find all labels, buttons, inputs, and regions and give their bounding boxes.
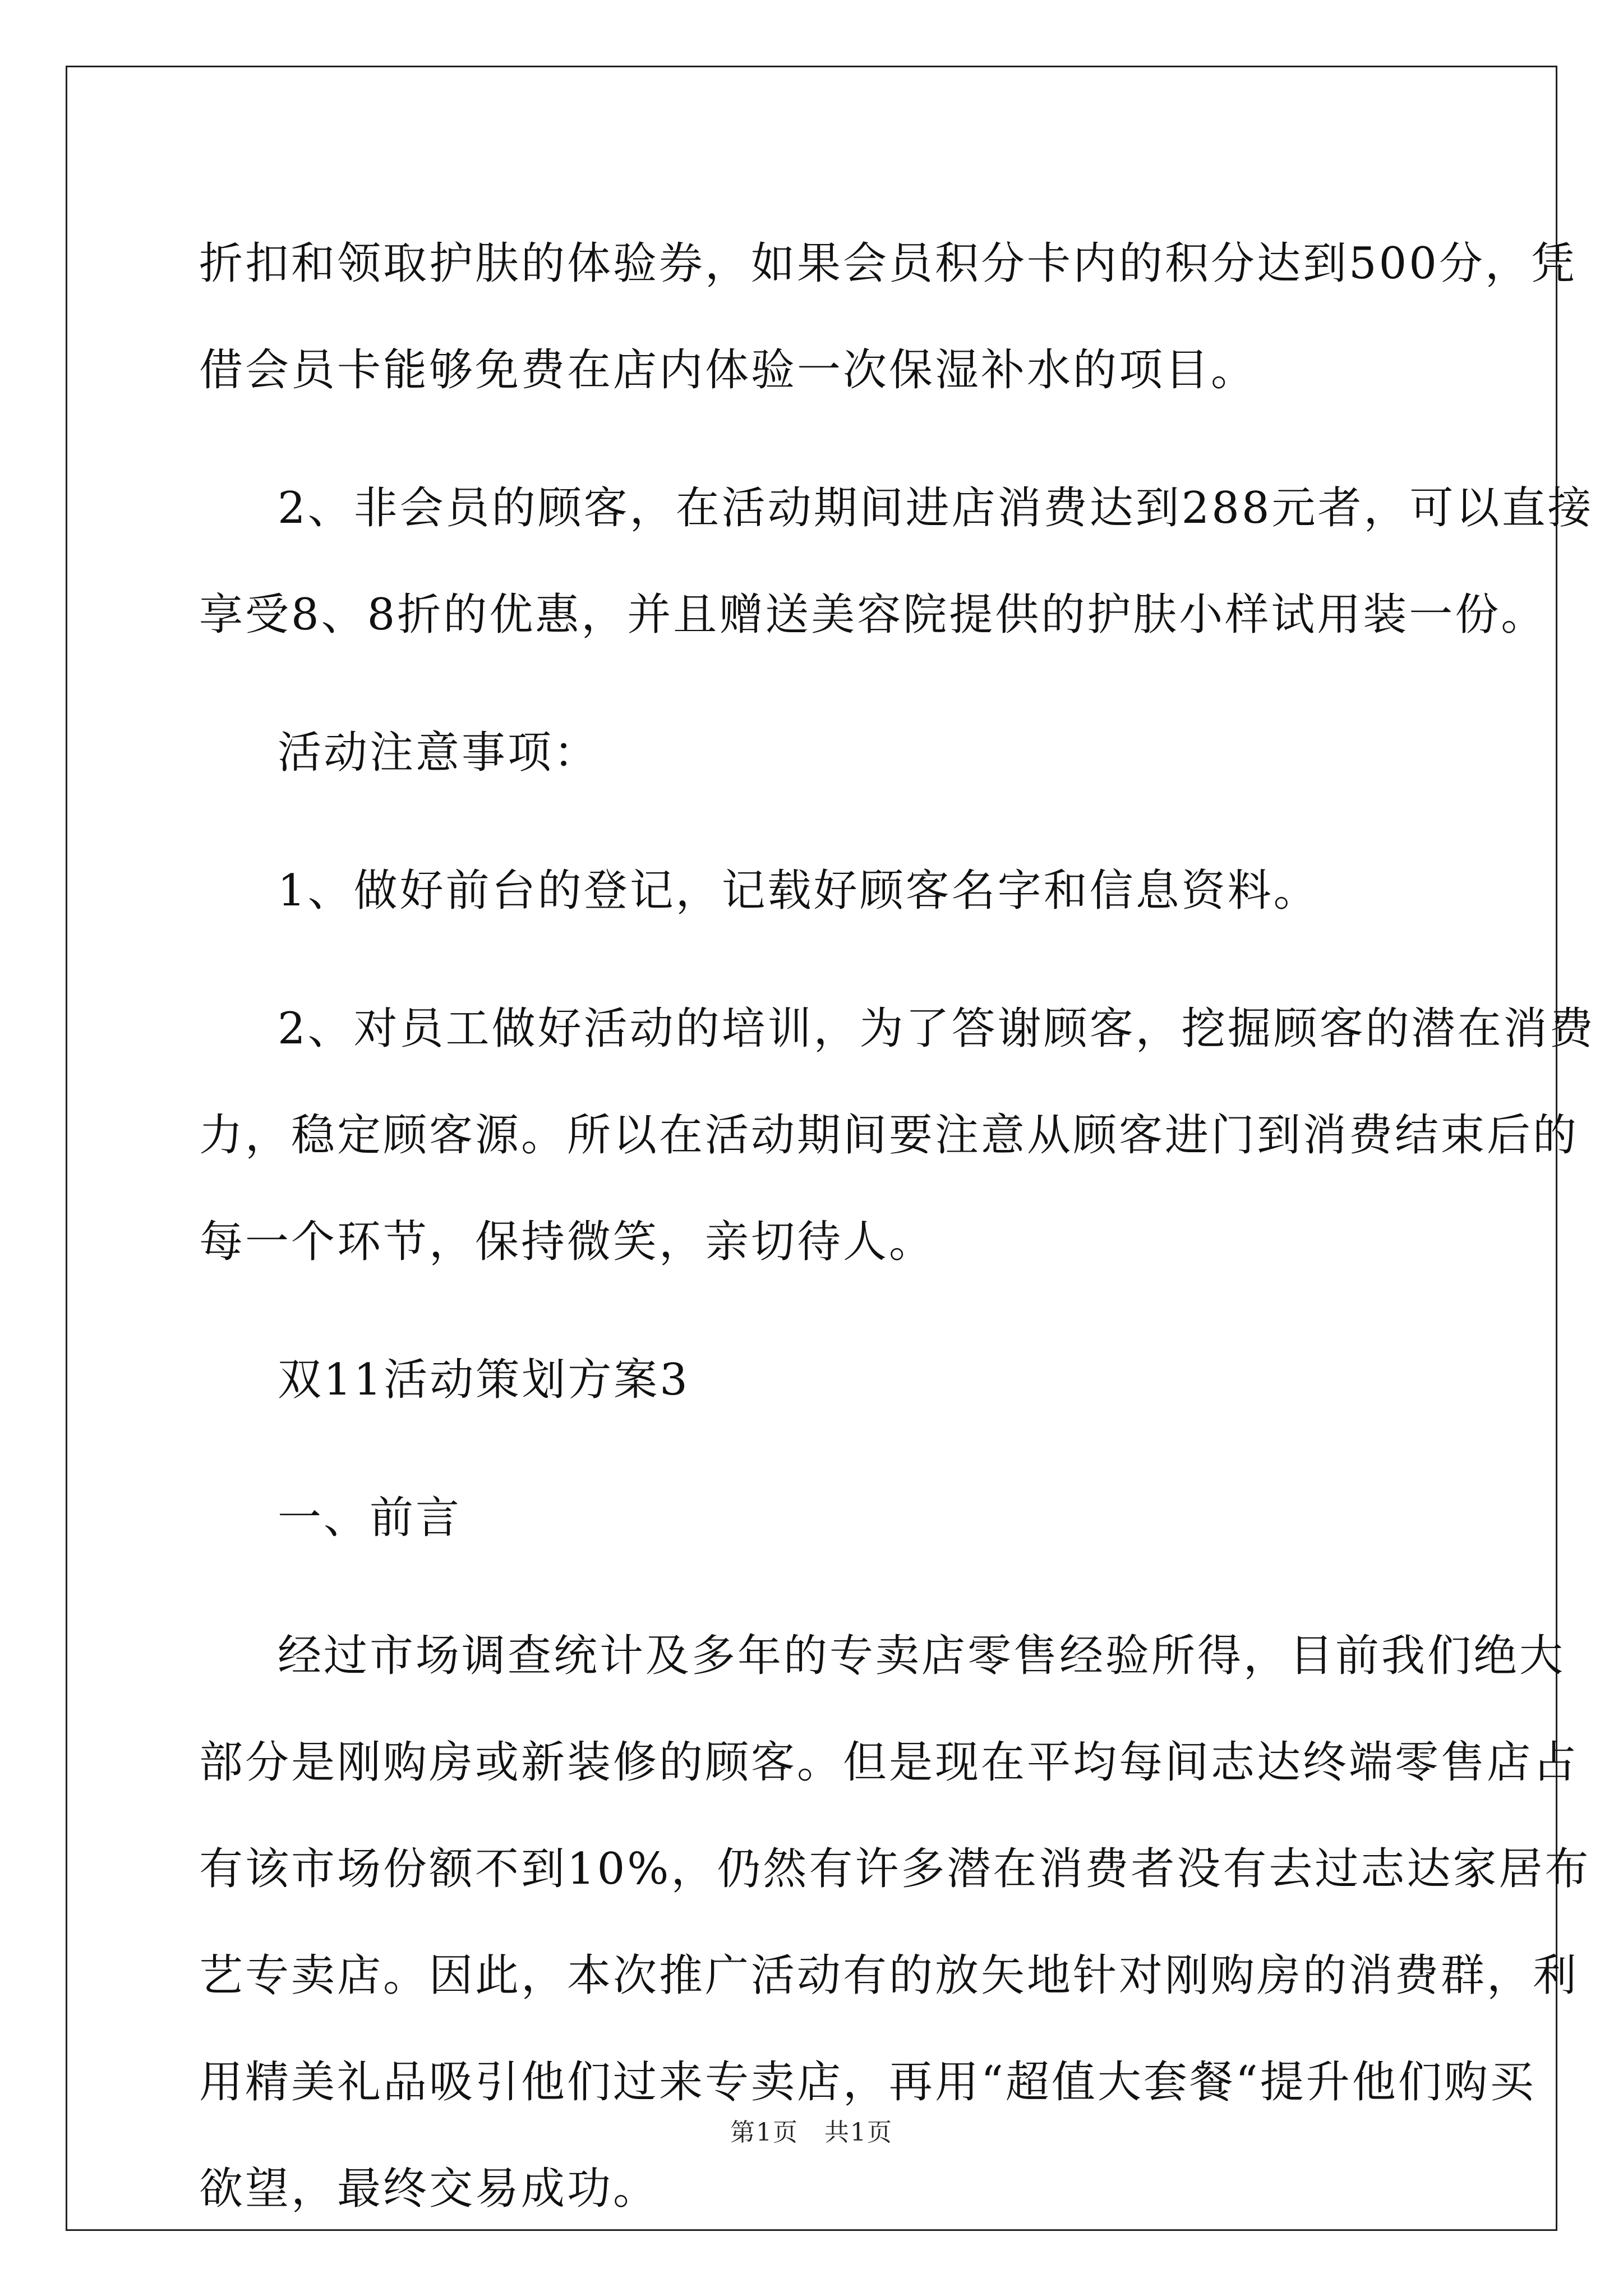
- paragraph-note-2: [199, 976, 1596, 1295]
- paragraph-note-1: [199, 838, 1427, 944]
- text-line: 借会员卡能够免费在店内体验一次保湿补水的项目。: [199, 345, 1257, 395]
- text-line: 经过市场调查统计及多年的专卖店零售经验所得，目前我们绝大: [278, 1631, 1566, 1681]
- text-line: 力，稳定顾客源。所以在活动期间要注意从顾客进门到消费结束后的: [199, 1110, 1579, 1161]
- text-line: 有该市场份额不到10%，仍然有许多潜在消费者没有去过志达家居布: [199, 1844, 1591, 1894]
- text-line: 欲望，最终交易成功。: [199, 2164, 660, 2214]
- text-line: 2、非会员的顾客，在活动期间进店消费达到288元者，可以直接: [278, 483, 1594, 533]
- text-line: 享受8、8折的优惠，并且赠送美容院提供的护肤小样试用装一份。: [199, 590, 1547, 640]
- text-line: 1、做好前台的登记，记载好顾客名字和信息资料。: [278, 866, 1320, 916]
- text-line: 艺专卖店。因此，本次推广活动有的放矢地针对刚购房的消费群，利: [199, 1950, 1579, 2001]
- subsection-heading: [199, 1465, 1427, 1571]
- text-line: 用精美礼品吸引他们过来专卖店，再用“超值大套餐“提升他们购买: [199, 2057, 1536, 2108]
- section-title: [199, 1327, 1427, 1433]
- text-line: 折扣和领取护肤的体验券，如果会员积分卡内的积分达到500分，凭: [199, 238, 1577, 289]
- paragraph-notes-heading: [199, 700, 1427, 806]
- paragraph-membership-benefits: [199, 210, 1577, 424]
- document-body: [199, 210, 1596, 2274]
- text-line: 2、对员工做好活动的培训，为了答谢顾客，挖掘顾客的潜在消费: [278, 1004, 1596, 1054]
- text-line: 每一个环节，保持微笑，亲切待人。: [199, 1217, 935, 1267]
- paragraph-non-member-offer: [199, 455, 1594, 668]
- text-line: 部分是刚购房或新装修的顾客。但是现在平均每间志达终端零售店占: [199, 1737, 1579, 1788]
- page-footer: 第1页 共1页: [730, 2118, 893, 2147]
- text-line: 一、前言: [278, 1493, 462, 1543]
- text-line: 活动注意事项：: [278, 728, 600, 778]
- text-line: 双11活动策划方案3: [278, 1355, 690, 1405]
